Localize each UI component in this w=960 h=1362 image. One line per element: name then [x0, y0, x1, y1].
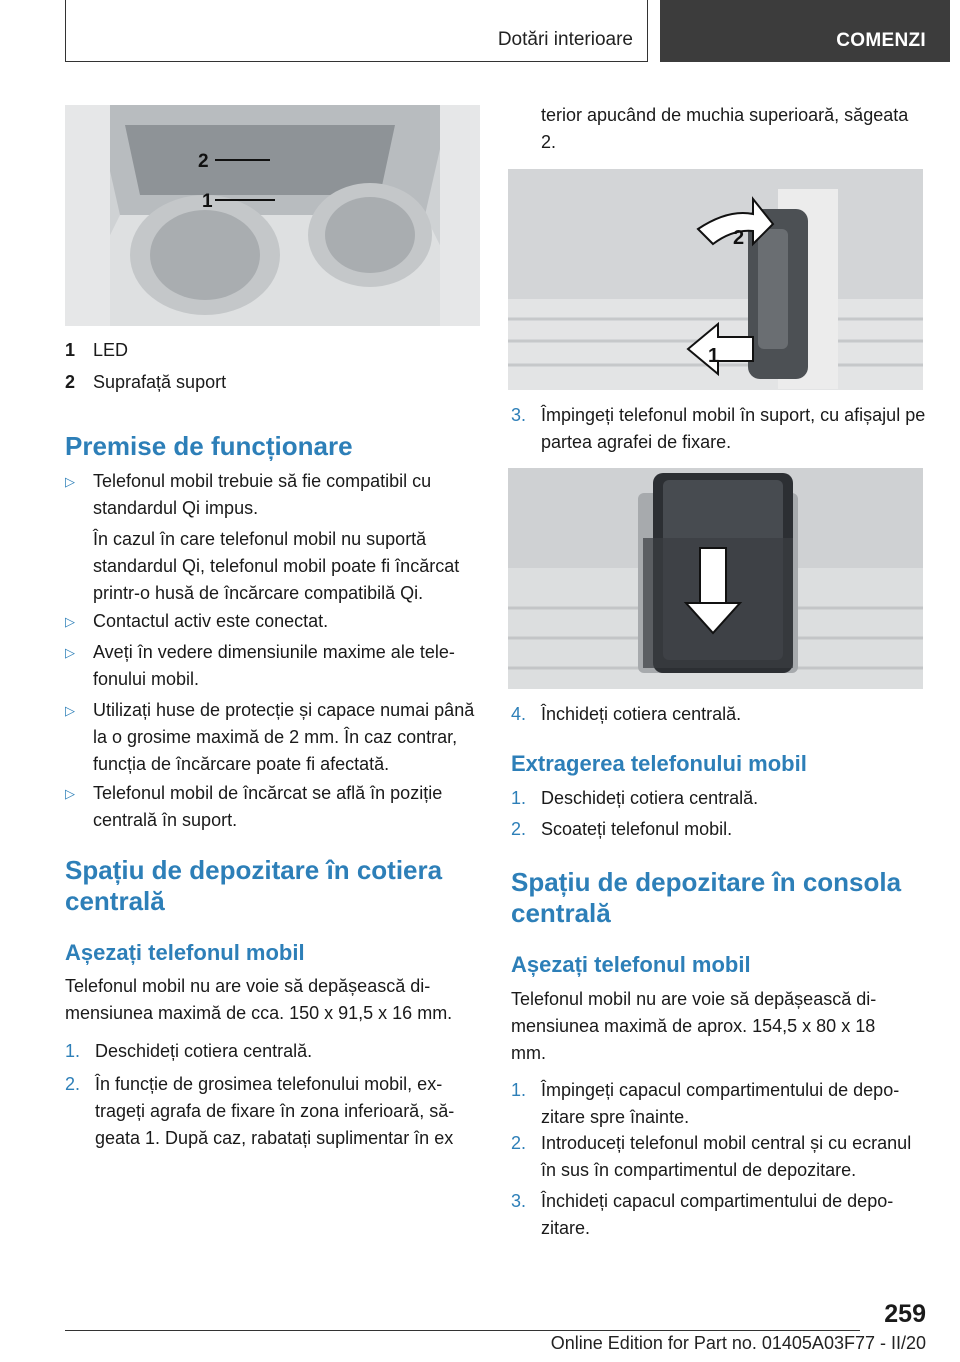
footer-edition: Online Edition for Part no. 01405A03F77 - II/20 [550, 1333, 926, 1353]
heading-place-phone-console: Așezați telefonul mobil [511, 952, 751, 977]
header-chapter-tab [660, 0, 950, 62]
bullet-item [65, 639, 480, 699]
fig2-callout-2: 2 [733, 227, 745, 249]
bullet-text: Telefonul mobil de încărcat se află în poziție centrală în suport. [93, 783, 443, 830]
bullet-item [65, 468, 480, 528]
page-number: 259 [884, 1300, 926, 1328]
step-text: Deschideți cotiera centrală. [95, 1041, 313, 1061]
step-text: Deschideți cotiera centrală. [541, 788, 759, 808]
triangle-bullet-icon: ▷ [65, 645, 75, 660]
bullet-item [65, 780, 480, 840]
bullet-note: În cazul în care telefonul mobil nu suportă standardul Qi, telefonul mobil poate fi încărcat printr-o husă de încărcare compatibilă Qi. [93, 529, 460, 603]
step-text: Scoateți telefonul mobil. [541, 819, 733, 839]
header-section-title: Dotări interioare [497, 29, 633, 50]
step-continuation: terior apucând de muchia superioară, săgeata 2. [541, 105, 909, 152]
step-item [511, 1188, 926, 1246]
clamp-illustration [508, 169, 923, 390]
heading-prerequisites: Premise de funcționare [65, 431, 353, 461]
step-item [511, 1077, 926, 1135]
armrest-illustration [65, 105, 480, 326]
step-text: Închideți cotiera centrală. [541, 704, 742, 724]
triangle-bullet-icon: ▷ [65, 614, 75, 629]
step-number: 2. [511, 819, 527, 839]
fig2-callout-1: 1 [708, 345, 720, 367]
heading-armrest-storage: Spațiu de depozitare în cotiera centrală [65, 855, 443, 916]
bullet-text: Utilizați huse de protecție și capace numai până la o grosime maximă de 2 mm. În caz contrar, funcția de încărcare poate fi afectată. [93, 700, 475, 774]
step-number: 3. [511, 405, 527, 425]
bullet-item [65, 608, 480, 638]
bullet-text: Contactul activ este conectat. [93, 611, 329, 631]
step-number: 3. [511, 1191, 527, 1211]
step-number: 4. [511, 704, 527, 724]
step-text: Introduceți telefonul mobil central și cu ecranul în sus în compartimentul de depozitare. [541, 1133, 912, 1180]
legend-number: 1 [65, 340, 76, 360]
header-section-tab [65, 0, 648, 62]
header-chapter-title: COMENZI [836, 30, 926, 51]
step-text: Împingeți telefonul mobil în suport, cu afișajul pe partea agrafei de fixare. [541, 405, 926, 452]
legend-label: LED [93, 340, 129, 360]
step-item [511, 816, 926, 846]
step-item [511, 701, 926, 731]
footer-divider [65, 1330, 860, 1331]
step-item [65, 1071, 480, 1156]
step-item [511, 785, 926, 815]
step-number: 1. [511, 788, 527, 808]
step-text: Închideți capacul compartimentului de depozitare. [541, 1191, 894, 1238]
heading-remove-phone: Extragerea telefonului mobil [511, 751, 807, 776]
place-phone-console-intro: Telefonul mobil nu are voie să depășească dimensiunea maximă de aprox. 154,5 x 80 x 18 mm. [511, 989, 877, 1063]
heading-console-storage: Spațiu de depozitare în consola centrală [511, 867, 902, 928]
step-number: 2. [511, 1133, 527, 1153]
bullet-text: Aveți în vedere dimensiunile maxime ale telefonului mobil. [93, 642, 455, 689]
step-item [511, 402, 926, 460]
bullet-item [65, 697, 480, 782]
step-number: 1. [511, 1080, 527, 1100]
triangle-bullet-icon: ▷ [65, 703, 75, 718]
legend-label: Suprafață suport [93, 372, 227, 392]
step-item [511, 1130, 926, 1188]
fig1-callout-2: 2 [198, 151, 209, 172]
triangle-bullet-icon: ▷ [65, 474, 75, 489]
legend-number: 2 [65, 372, 76, 392]
triangle-bullet-icon: ▷ [65, 786, 75, 801]
place-phone-intro: Telefonul mobil nu are voie să depășească dimensiunea maximă de cca. 150 x 91,5 x 16 mm. [65, 976, 453, 1023]
step-text: În funcție de grosimea telefonului mobil, extrageți agrafa de fixare în zona inferioară, săgeata 1. După caz, rabatați suplimentar în ex [95, 1074, 455, 1148]
heading-place-phone: Așezați telefonul mobil [65, 940, 305, 965]
step-number: 1. [65, 1041, 81, 1061]
step-item [65, 1038, 480, 1068]
phone-insert-illustration [508, 468, 923, 689]
fig1-callout-1: 1 [202, 191, 213, 212]
step-text: Împingeți capacul compartimentului de depozitare spre înainte. [541, 1080, 900, 1127]
step-number: 2. [65, 1074, 81, 1094]
bullet-text: Telefonul mobil trebuie să fie compatibil cu standardul Qi impus. [93, 471, 432, 518]
